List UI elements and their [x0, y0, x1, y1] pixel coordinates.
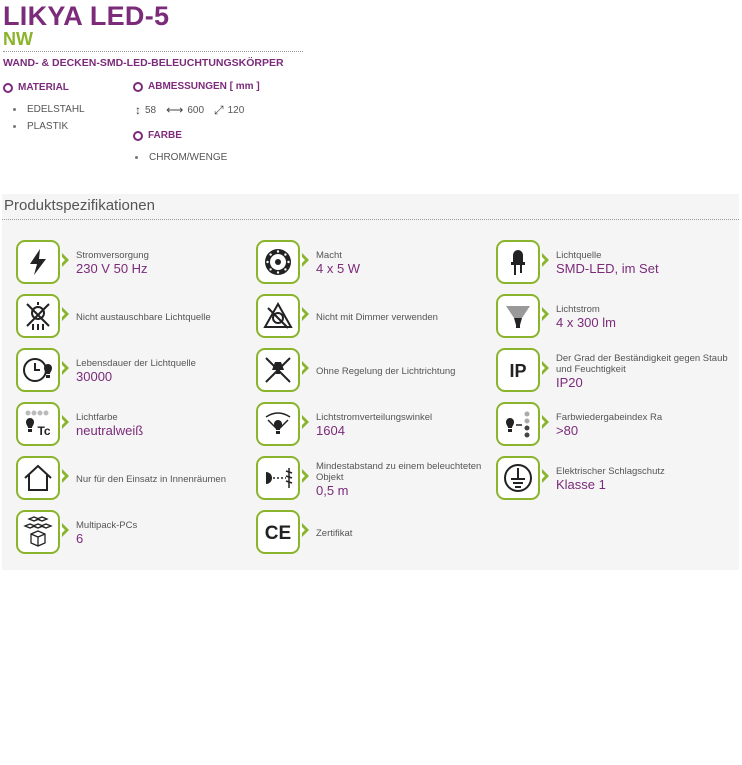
- lightning-icon: [16, 240, 60, 284]
- spec-text: [316, 510, 496, 556]
- spec-text: [76, 456, 256, 502]
- spec-item: [16, 294, 252, 340]
- spec-item: [16, 510, 252, 556]
- spec-item: [496, 294, 732, 340]
- spec-label: Nicht austauschbare Lichtquelle: [76, 311, 211, 323]
- pointer-arrow-icon: [302, 361, 309, 375]
- spec-label: Ohne Regelung der Lichtrichtung: [316, 365, 456, 377]
- pointer-arrow-icon: [542, 361, 549, 375]
- depth-icon: ⤢: [214, 102, 224, 117]
- pointer-arrow-icon: [542, 415, 549, 429]
- color-rendering-icon: [496, 402, 540, 446]
- spec-text: [556, 456, 736, 502]
- no-dimmer-icon: [256, 294, 300, 338]
- led-icon: [496, 240, 540, 284]
- color-heading-label: FARBE: [148, 130, 182, 141]
- material-item: EDELSTAHL: [13, 101, 85, 118]
- spec-value: 1604: [316, 423, 345, 438]
- spec-value: 6: [76, 531, 84, 546]
- spec-label: Nicht mit Dimmer verwenden: [316, 311, 438, 323]
- spec-label: Elektrischer Schlagschutz: [556, 466, 665, 477]
- spec-item: [16, 456, 252, 502]
- spec-item: [496, 456, 732, 502]
- power-dial-icon: [256, 240, 300, 284]
- dimensions-heading: [133, 80, 260, 94]
- spec-text: [556, 402, 736, 448]
- spec-label: Lebensdauer der Lichtquelle: [76, 358, 196, 369]
- spec-text: [76, 348, 256, 394]
- spec-item: [256, 348, 492, 394]
- spec-value: Klasse 1: [556, 477, 606, 492]
- spec-label: Macht: [316, 250, 342, 261]
- spec-item: [496, 240, 732, 286]
- pointer-arrow-icon: [62, 415, 69, 429]
- height-value: 58: [145, 104, 157, 116]
- spec-value: 230 V 50 Hz: [76, 261, 148, 276]
- width-value: 600: [187, 104, 205, 116]
- spec-text: [316, 240, 496, 286]
- spec-text: [316, 348, 496, 394]
- spec-item: [256, 510, 492, 556]
- min-distance-icon: [256, 456, 300, 500]
- svg-text:IP: IP: [509, 361, 527, 381]
- pointer-arrow-icon: [542, 253, 549, 267]
- spec-item: [496, 402, 732, 448]
- lifetime-clock-icon: [16, 348, 60, 392]
- spec-label: Multipack-PCs: [76, 520, 138, 531]
- spec-item: [256, 240, 492, 286]
- ring-icon: [133, 131, 143, 141]
- indoor-house-icon: [16, 456, 60, 500]
- spec-label: Lichtfarbe: [76, 412, 118, 423]
- depth-value: 120: [227, 104, 245, 116]
- color-item: CHROM/WENGE: [135, 149, 227, 166]
- spec-text: [76, 402, 256, 448]
- pointer-arrow-icon: [302, 523, 309, 537]
- pointer-arrow-icon: [62, 469, 69, 483]
- color-temperature-icon: [16, 402, 60, 446]
- specifications-divider: [2, 219, 739, 220]
- spec-text: [76, 294, 256, 340]
- material-list: [13, 101, 85, 135]
- spec-label: Nur für den Einsatz in Innenräumen: [76, 473, 226, 485]
- height-icon: ↕: [135, 103, 141, 117]
- spec-label: Zertifikat: [316, 527, 353, 539]
- pointer-arrow-icon: [62, 307, 69, 321]
- svg-text:CE: CE: [264, 523, 292, 544]
- luminous-flux-icon: [496, 294, 540, 338]
- spec-label: Farbwiedergabeindex Ra: [556, 412, 663, 423]
- spec-value: 4 x 5 W: [316, 261, 361, 276]
- pointer-arrow-icon: [542, 307, 549, 321]
- spec-label: Lichtstrom: [556, 304, 600, 315]
- non-replaceable-icon: [16, 294, 60, 338]
- spec-item: [16, 402, 252, 448]
- spec-value: neutralweiß: [76, 423, 144, 438]
- dimensions-row: [135, 103, 254, 117]
- spec-text: [76, 510, 256, 556]
- beam-angle-icon: [256, 402, 300, 446]
- color-heading: [133, 129, 182, 143]
- pointer-arrow-icon: [62, 523, 69, 537]
- spec-value: 4 x 300 lm: [556, 315, 616, 330]
- ring-icon: [133, 82, 143, 92]
- spec-value: SMD-LED, im Set: [556, 261, 659, 276]
- spec-value: 30000: [76, 369, 113, 384]
- spec-item: [16, 240, 252, 286]
- spec-text: [316, 402, 496, 448]
- spec-item: [496, 348, 732, 394]
- title-divider: [3, 51, 303, 52]
- spec-text: [556, 294, 736, 340]
- width-icon: ⟷: [166, 103, 184, 117]
- dimensions-heading-label: ABMESSUNGEN [ mm ]: [148, 81, 260, 92]
- spec-text: [556, 348, 736, 394]
- spec-text: [76, 240, 256, 286]
- ce-mark-icon: [256, 510, 300, 554]
- spec-item: [16, 348, 252, 394]
- material-item: PLASTIK: [13, 118, 85, 135]
- spec-item: [256, 402, 492, 448]
- pointer-arrow-icon: [302, 469, 309, 483]
- material-heading: [3, 81, 69, 95]
- pointer-arrow-icon: [302, 415, 309, 429]
- product-subtitle: NW: [3, 29, 33, 49]
- pointer-arrow-icon: [302, 307, 309, 321]
- ground-protection-icon: [496, 456, 540, 500]
- spec-item: [256, 456, 492, 502]
- pointer-arrow-icon: [302, 253, 309, 267]
- spec-text: [316, 294, 496, 340]
- product-type: WAND- & DECKEN-SMD-LED-BELEUCHTUNGSKÖRPER: [3, 57, 284, 69]
- specifications-panel: [2, 194, 739, 570]
- spec-value: >80: [556, 423, 579, 438]
- pointer-arrow-icon: [62, 361, 69, 375]
- product-title: LIKYA LED-5: [3, 1, 170, 31]
- no-direction-adjust-icon: [256, 348, 300, 392]
- spec-value: IP20: [556, 374, 583, 390]
- ip-rating-icon: [496, 348, 540, 392]
- spec-label: Stromversorgung: [76, 250, 149, 261]
- pointer-arrow-icon: [62, 253, 69, 267]
- spec-label: Der Grad der Beständigkeit gegen Staub und Feuchtigkeit: [556, 352, 728, 375]
- spec-label: Lichtquelle: [556, 250, 602, 261]
- material-heading-label: MATERIAL: [18, 82, 69, 93]
- svg-text:Tc: Tc: [37, 424, 51, 438]
- ring-icon: [3, 83, 13, 93]
- spec-text: [316, 456, 496, 502]
- spec-item: [256, 294, 492, 340]
- pointer-arrow-icon: [542, 469, 549, 483]
- specifications-title: Produktspezifikationen: [4, 197, 155, 214]
- spec-value: 0,5 m: [316, 482, 349, 498]
- spec-label: Lichtstromverteilungswinkel: [316, 412, 433, 423]
- color-list: [135, 149, 227, 166]
- spec-label: Mindestabstand zu einem beleuchteten Objekt: [316, 460, 482, 483]
- multipack-boxes-icon: [16, 510, 60, 554]
- spec-text: [556, 240, 736, 286]
